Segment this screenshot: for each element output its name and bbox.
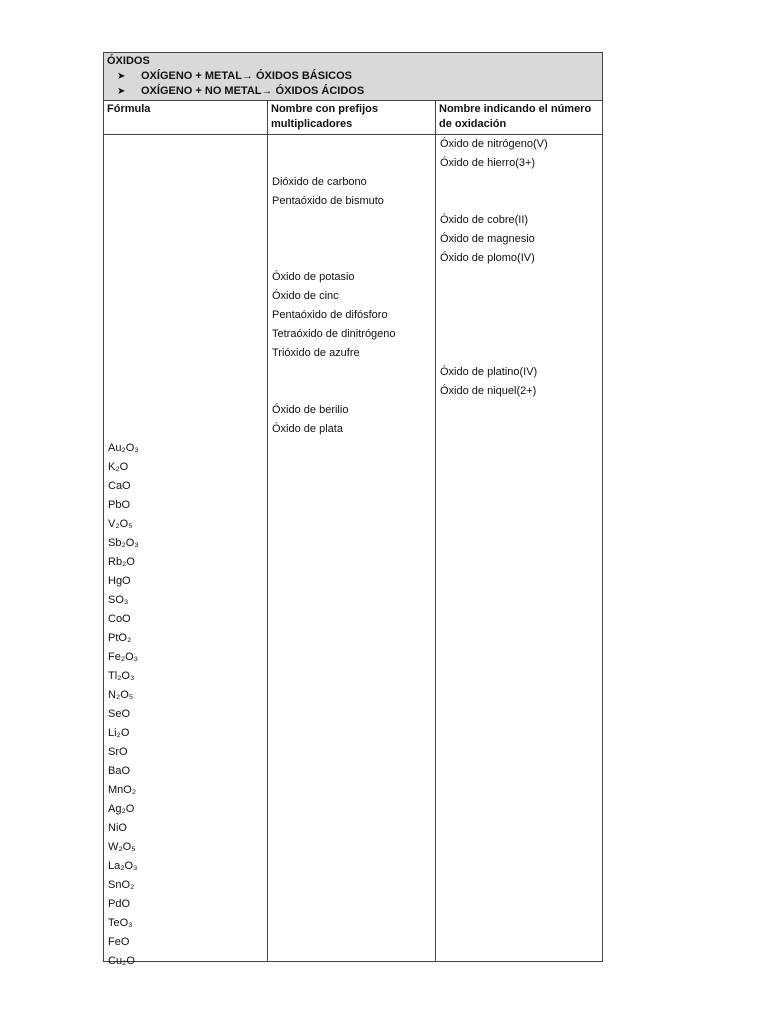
oxides-table <box>103 101 603 967</box>
prefix-name-cell: Dióxido de carbono <box>272 176 367 188</box>
formula-cell: CaO <box>108 480 131 492</box>
column-header-oxidation-name: Nombre indicando el número de oxidación <box>436 101 602 135</box>
bullet-acid-oxides <box>107 84 602 99</box>
formula-cell: Fe₂O₃ <box>108 651 139 663</box>
formula-cell: HgO <box>108 575 131 587</box>
bullet-text: OXÍGENO + NO METAL→ ÓXIDOS ÁCIDOS <box>141 85 365 97</box>
column-prefix-name <box>268 101 436 961</box>
oxidation-name-cell: Óxido de plomo(IV) <box>440 252 535 264</box>
worksheet-header <box>103 52 603 101</box>
arrowhead-bullet-icon: ➤ <box>117 86 126 97</box>
formula-cell: V₂O₅ <box>108 518 133 530</box>
formula-cell: PbO <box>108 499 131 511</box>
arrowhead-bullet-icon: ➤ <box>117 71 126 82</box>
bullet-text: OXÍGENO + METAL→ ÓXIDOS BÁSICOS <box>141 70 352 82</box>
column-body-formula <box>104 135 267 967</box>
bullet-basic-oxides <box>107 69 602 84</box>
prefix-name-cell: Óxido de potasio <box>272 271 355 283</box>
formula-cell: FeO <box>108 936 130 948</box>
formula-cell: NiO <box>108 822 127 834</box>
formula-cell: PtO₂ <box>108 632 132 644</box>
formula-cell: TeO₃ <box>108 917 133 929</box>
formula-cell: MnO₂ <box>108 784 137 796</box>
worksheet-title: ÓXIDOS <box>107 55 150 67</box>
formula-cell: SnO₂ <box>108 879 135 891</box>
formula-cell: N₂O₅ <box>108 689 134 701</box>
formula-cell: Sb₂O₃ <box>108 537 139 549</box>
column-body-prefix-name <box>268 135 435 961</box>
formula-cell: Cu₂O <box>108 955 135 967</box>
oxidation-name-cell: Óxido de hierro(3+) <box>440 157 536 169</box>
formula-cell: SeO <box>108 708 131 720</box>
prefix-name-cell: Pentaóxido de bismuto <box>272 195 384 207</box>
column-formula <box>104 101 268 967</box>
prefix-name-cell: Óxido de berilio <box>272 404 349 416</box>
oxidation-name-cell: Óxido de cobre(II) <box>440 214 529 226</box>
formula-cell: Tl₂O₃ <box>108 670 135 682</box>
oxidation-name-cell: Óxido de magnesio <box>440 233 535 245</box>
column-header-formula: Fórmula <box>104 101 267 135</box>
column-oxidation-name <box>436 101 602 961</box>
prefix-name-cell: Pentaóxido de difósforo <box>272 309 388 321</box>
formula-cell: Au₂O₃ <box>108 442 139 454</box>
prefix-name-cell: Trióxido de azufre <box>272 347 360 359</box>
column-header-prefix-name: Nombre con prefijos multiplicadores <box>268 101 435 135</box>
formula-cell: CoO <box>108 613 131 625</box>
oxidation-name-cell: Óxido de nitrógeno(V) <box>440 138 548 150</box>
formula-cell: Rb₂O <box>108 556 135 568</box>
formula-cell: PdO <box>108 898 131 910</box>
formula-cell: Ag₂O <box>108 803 135 815</box>
formula-cell: BaO <box>108 765 131 777</box>
formula-cell: W₂O₅ <box>108 841 136 853</box>
formula-cell: K₂O <box>108 461 129 473</box>
formula-cell: La₂O₃ <box>108 860 138 872</box>
prefix-name-cell: Óxido de cinc <box>272 290 339 302</box>
formula-cell: SrO <box>108 746 128 758</box>
oxides-worksheet <box>103 52 603 967</box>
prefix-name-cell: Óxido de plata <box>272 423 343 435</box>
column-body-oxidation-name <box>436 135 602 961</box>
oxidation-name-cell: Óxido de niquel(2+) <box>440 385 537 397</box>
oxidation-name-cell: Óxido de platino(IV) <box>440 366 538 378</box>
formula-cell: Li₂O <box>108 727 130 739</box>
prefix-name-cell: Tetraóxido de dinitrógeno <box>272 328 396 340</box>
formula-cell: SO₃ <box>108 594 129 606</box>
